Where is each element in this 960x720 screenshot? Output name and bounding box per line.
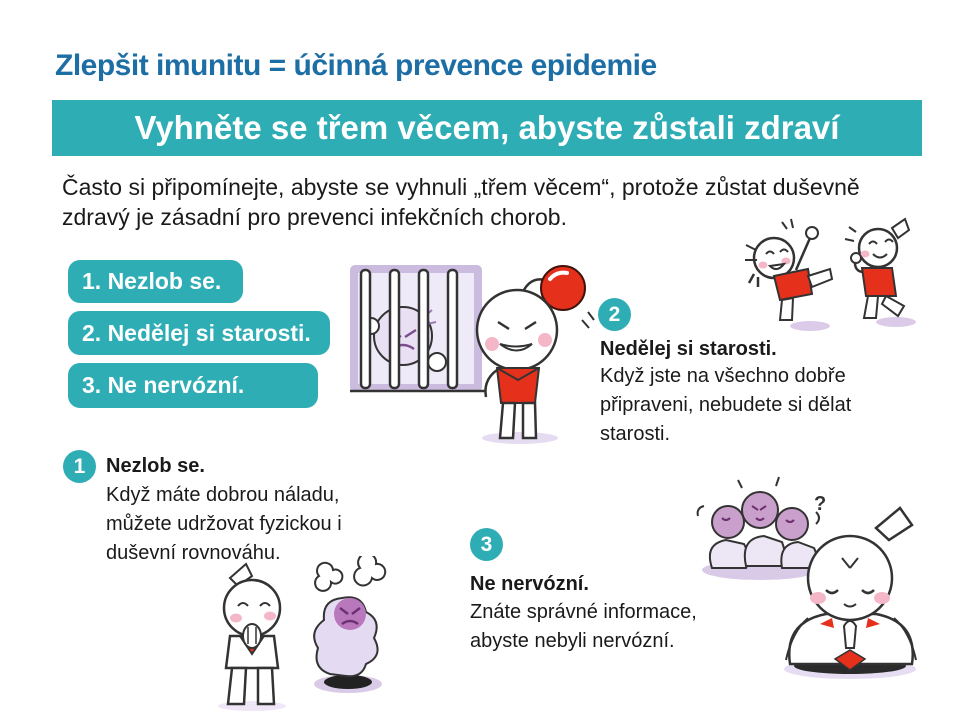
point-1-number-badge: 1 <box>63 450 96 483</box>
peace-sign-hand <box>749 274 758 287</box>
illustration-anger-jail <box>345 250 595 445</box>
illustration-meditation-panic-group <box>690 466 925 681</box>
clasped-hands <box>243 624 261 648</box>
point-3-body: Znáte správné informace, abyste nebyli nervózní. <box>470 601 697 652</box>
red-vest <box>862 268 896 296</box>
red-vest <box>497 368 539 403</box>
point-3-number-badge: 3 <box>470 528 503 561</box>
panicked-head <box>712 506 744 538</box>
paper-hair-tuft <box>892 219 909 238</box>
intro-line-2: zdravý je zásadní pro prevenci infekčních chorob. <box>62 204 567 230</box>
illustration-calm-release-anger <box>180 556 390 711</box>
praying-hands <box>844 621 856 648</box>
illustration-cheering-duo <box>730 216 930 334</box>
cheering-kid-2-head <box>859 229 897 267</box>
point-1-heading: Nezlob se. <box>106 455 205 477</box>
banner <box>52 100 922 156</box>
intro-line-1: Často si připomínejte, abyste se vyhnuli „třem věcem“, protože zůstat duševně <box>62 174 860 200</box>
paper-hair-tuft <box>876 508 912 540</box>
pill-ne-nervozni: 3. Ne nervózní. <box>68 363 318 408</box>
pill-nedelej-si-starosti: 2. Nedělej si starosti. <box>68 311 330 355</box>
panicked-head <box>776 508 808 540</box>
steam-puff <box>315 563 342 591</box>
banner-text: Vyhněte se třem věcem, abyste zůstali zdraví <box>134 109 840 146</box>
point-2-number-badge: 2 <box>598 298 631 331</box>
question-mark: ? <box>814 493 827 515</box>
point-3-heading: Ne nervózní. <box>470 573 589 595</box>
page-title: Zlepšit imunitu = účinná prevence epidemie <box>55 49 657 82</box>
steam-puff <box>354 556 385 585</box>
point-1-body: Když máte dobrou náladu, můžete udržovat fyzickou i duševní rovnováhu. <box>106 484 342 564</box>
raised-fist <box>806 227 818 239</box>
point-2-body: Když jste na všechno dobře připraveni, nebudete si dělat starosti. <box>600 365 852 445</box>
pill-nezlob-se: 1. Nezlob se. <box>68 260 243 303</box>
point-2-heading: Nedělej si starosti. <box>600 338 777 360</box>
angry-kid-head <box>477 290 557 370</box>
